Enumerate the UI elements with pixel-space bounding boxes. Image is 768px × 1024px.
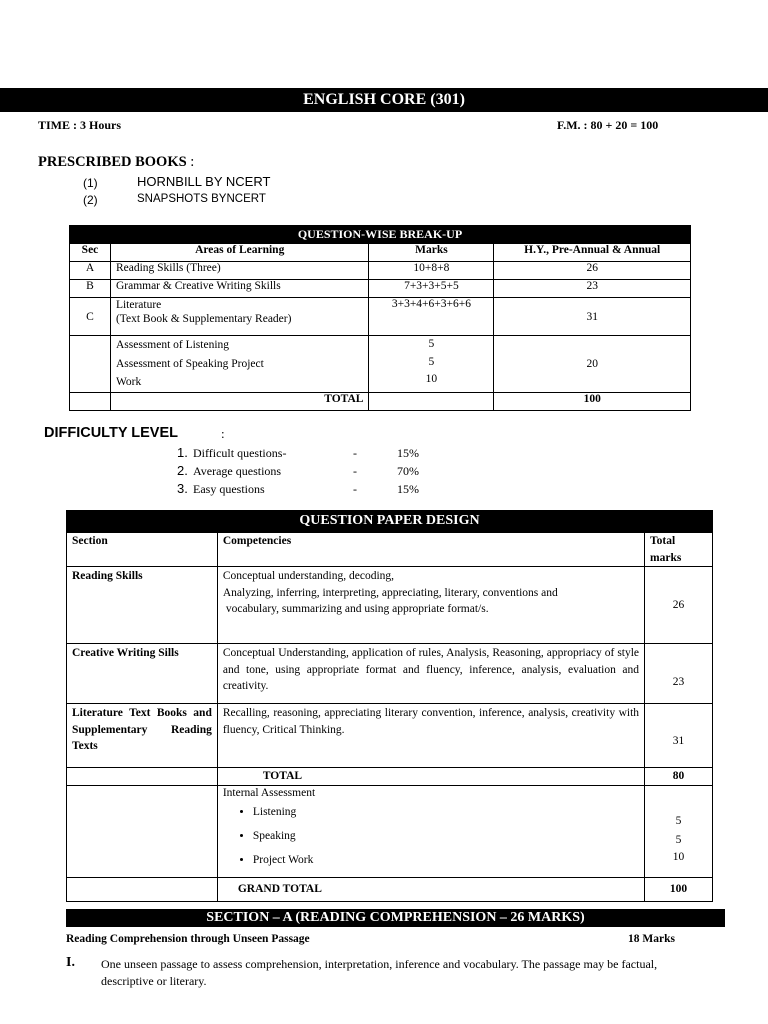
area-cell: Reading Skills (Three) bbox=[110, 262, 369, 280]
marks-line: 5 bbox=[428, 338, 435, 350]
grand-total-row bbox=[67, 877, 713, 901]
internal-assessment-row bbox=[67, 785, 713, 877]
breakup-title-bar bbox=[69, 225, 691, 243]
area-cell bbox=[110, 298, 369, 336]
difficulty-percent: 15% bbox=[397, 482, 419, 496]
book-name-1: HORNBILL BY NCERT bbox=[137, 174, 271, 189]
list-item: • Project Work bbox=[253, 850, 639, 870]
competency-line: vocabulary, summarizing and using appropriate format/s. bbox=[225, 603, 489, 615]
difficulty-label: Average questions bbox=[193, 464, 282, 478]
marks-line: 10 bbox=[425, 373, 438, 385]
marks-cell: 26 bbox=[645, 567, 713, 644]
difficulty-dash: - bbox=[353, 446, 357, 460]
total-label: TOTAL bbox=[217, 768, 644, 786]
total-cell: 20 bbox=[494, 336, 691, 393]
col-header: Marks bbox=[369, 244, 494, 262]
total-cell: 26 bbox=[494, 262, 691, 280]
marks-cell bbox=[369, 336, 494, 393]
competency-line: Conceptual understanding, decoding, bbox=[222, 570, 395, 582]
difficulty-percent: 15% bbox=[397, 446, 419, 460]
sec-cell: A bbox=[70, 262, 111, 280]
table-total-row bbox=[70, 393, 691, 411]
col-header: H.Y., Pre-Annual & Annual bbox=[494, 244, 691, 262]
table-row bbox=[70, 280, 691, 298]
marks-line: 5 bbox=[428, 355, 435, 368]
prescribed-books-heading: PRESCRIBED BOOKS : bbox=[38, 154, 195, 170]
competency-line: Analyzing, inferring, interpreting, appreciating, literary, conventions and bbox=[222, 586, 558, 599]
book-number-1: (1) bbox=[83, 176, 98, 190]
table-total-row bbox=[67, 768, 713, 786]
sec-cell: C bbox=[70, 298, 111, 336]
difficulty-number: 3. bbox=[177, 481, 188, 496]
difficulty-number: 2. bbox=[177, 463, 188, 478]
marks-cell: 10+8+8 bbox=[369, 262, 494, 280]
marks-line: 5 bbox=[675, 814, 682, 827]
table-row bbox=[70, 298, 691, 336]
section-cell: Creative Writing Sills bbox=[67, 644, 218, 704]
marks-cell: 3+3+4+6+3+6+6 bbox=[369, 298, 494, 336]
col-header: Competencies bbox=[217, 533, 644, 567]
section-a-subheading: Reading Comprehension through Unseen Passage bbox=[66, 933, 310, 945]
competency-cell: Conceptual Understanding, application of rules, Analysis, Reasoning, appropriacy of style and tone, using appropriate format and fluency, inference, analysis, evaluation and creativity. bbox=[217, 644, 644, 704]
table-row bbox=[67, 644, 713, 704]
col-header: Total marks bbox=[645, 533, 713, 567]
total-label: TOTAL bbox=[110, 393, 369, 411]
section-cell: Literature Text Books and Supplementary Reading Texts bbox=[67, 704, 218, 768]
sec-cell bbox=[70, 336, 111, 393]
grand-total-value: 100 bbox=[645, 877, 713, 901]
internal-marks-cell bbox=[645, 785, 713, 877]
table-row bbox=[70, 336, 691, 393]
difficulty-number: 1. bbox=[177, 445, 188, 460]
total-cell: 31 bbox=[494, 298, 691, 336]
table-header-row bbox=[70, 244, 691, 262]
section-a-marks: 18 Marks bbox=[628, 933, 675, 945]
area-line: Literature bbox=[115, 299, 162, 311]
full-marks-label: F.M. : 80 + 20 = 100 bbox=[557, 118, 659, 132]
table-row bbox=[67, 567, 713, 644]
marks-line: 5 bbox=[675, 833, 682, 846]
breakup-table bbox=[69, 243, 691, 411]
area-line: Assessment of Listening bbox=[115, 339, 230, 351]
internal-assessment-heading: Internal Assessment bbox=[222, 786, 316, 799]
section-a-title: SECTION – A (READING COMPREHENSION – 26 MARKS) bbox=[206, 910, 585, 925]
design-title-bar bbox=[66, 510, 713, 532]
breakup-title: QUESTION-WISE BREAK-UP bbox=[297, 227, 463, 241]
time-label: TIME : 3 Hours bbox=[38, 118, 122, 132]
marks-line: 10 bbox=[672, 850, 685, 863]
competency-cell: Recalling, reasoning, appreciating literary convention, inference, analysis, creativity with fluency, Critical Thinking. bbox=[217, 704, 644, 768]
internal-assessment-list bbox=[223, 802, 639, 870]
table-row bbox=[70, 262, 691, 280]
page-title: ENGLISH CORE (301) bbox=[303, 91, 465, 108]
difficulty-heading: DIFFICULTY LEVEL bbox=[44, 425, 178, 441]
section-a-text: One unseen passage to assess comprehension, interpretation, inference and vocabulary. The passage may be factual, descriptive or literary. bbox=[101, 957, 658, 988]
area-line: Assessment of Speaking Project bbox=[115, 357, 264, 370]
total-value: 80 bbox=[645, 768, 713, 786]
total-value: 100 bbox=[494, 393, 691, 411]
marks-cell: 23 bbox=[645, 644, 713, 704]
marks-cell: 31 bbox=[645, 704, 713, 768]
total-cell: 23 bbox=[494, 280, 691, 298]
area-cell: Grammar & Creative Writing Skills bbox=[110, 280, 369, 298]
area-line: (Text Book & Supplementary Reader) bbox=[115, 313, 292, 325]
grand-total-label: GRAND TOTAL bbox=[217, 877, 644, 901]
internal-assessment-cell bbox=[217, 785, 644, 877]
competency-cell bbox=[217, 567, 644, 644]
col-header: Sec bbox=[70, 244, 111, 262]
area-cell bbox=[110, 336, 369, 393]
section-a-bar bbox=[66, 909, 725, 927]
list-item: • Listening bbox=[253, 802, 639, 822]
sec-cell: B bbox=[70, 280, 111, 298]
difficulty-dash: - bbox=[353, 464, 357, 478]
design-table bbox=[66, 532, 713, 902]
difficulty-label: Difficult questions- bbox=[193, 446, 287, 460]
section-cell: Reading Skills bbox=[67, 567, 218, 644]
area-line: Work bbox=[115, 376, 142, 388]
title-bar bbox=[0, 88, 768, 112]
difficulty-dash: - bbox=[353, 482, 357, 496]
roman-numeral: I. bbox=[66, 955, 75, 970]
difficulty-percent: 70% bbox=[397, 464, 419, 478]
table-row bbox=[67, 704, 713, 768]
difficulty-label: Easy questions bbox=[193, 482, 265, 496]
design-title: QUESTION PAPER DESIGN bbox=[299, 513, 480, 528]
marks-cell: 7+3+3+5+5 bbox=[369, 280, 494, 298]
col-header: Section bbox=[67, 533, 218, 567]
col-header: Areas of Learning bbox=[110, 244, 369, 262]
difficulty-colon: : bbox=[221, 426, 225, 441]
table-header-row bbox=[67, 533, 713, 567]
book-name-2: SNAPSHOTS BYNCERT bbox=[137, 193, 266, 205]
list-item: • Speaking bbox=[253, 826, 639, 846]
book-number-2: (2) bbox=[83, 193, 98, 207]
